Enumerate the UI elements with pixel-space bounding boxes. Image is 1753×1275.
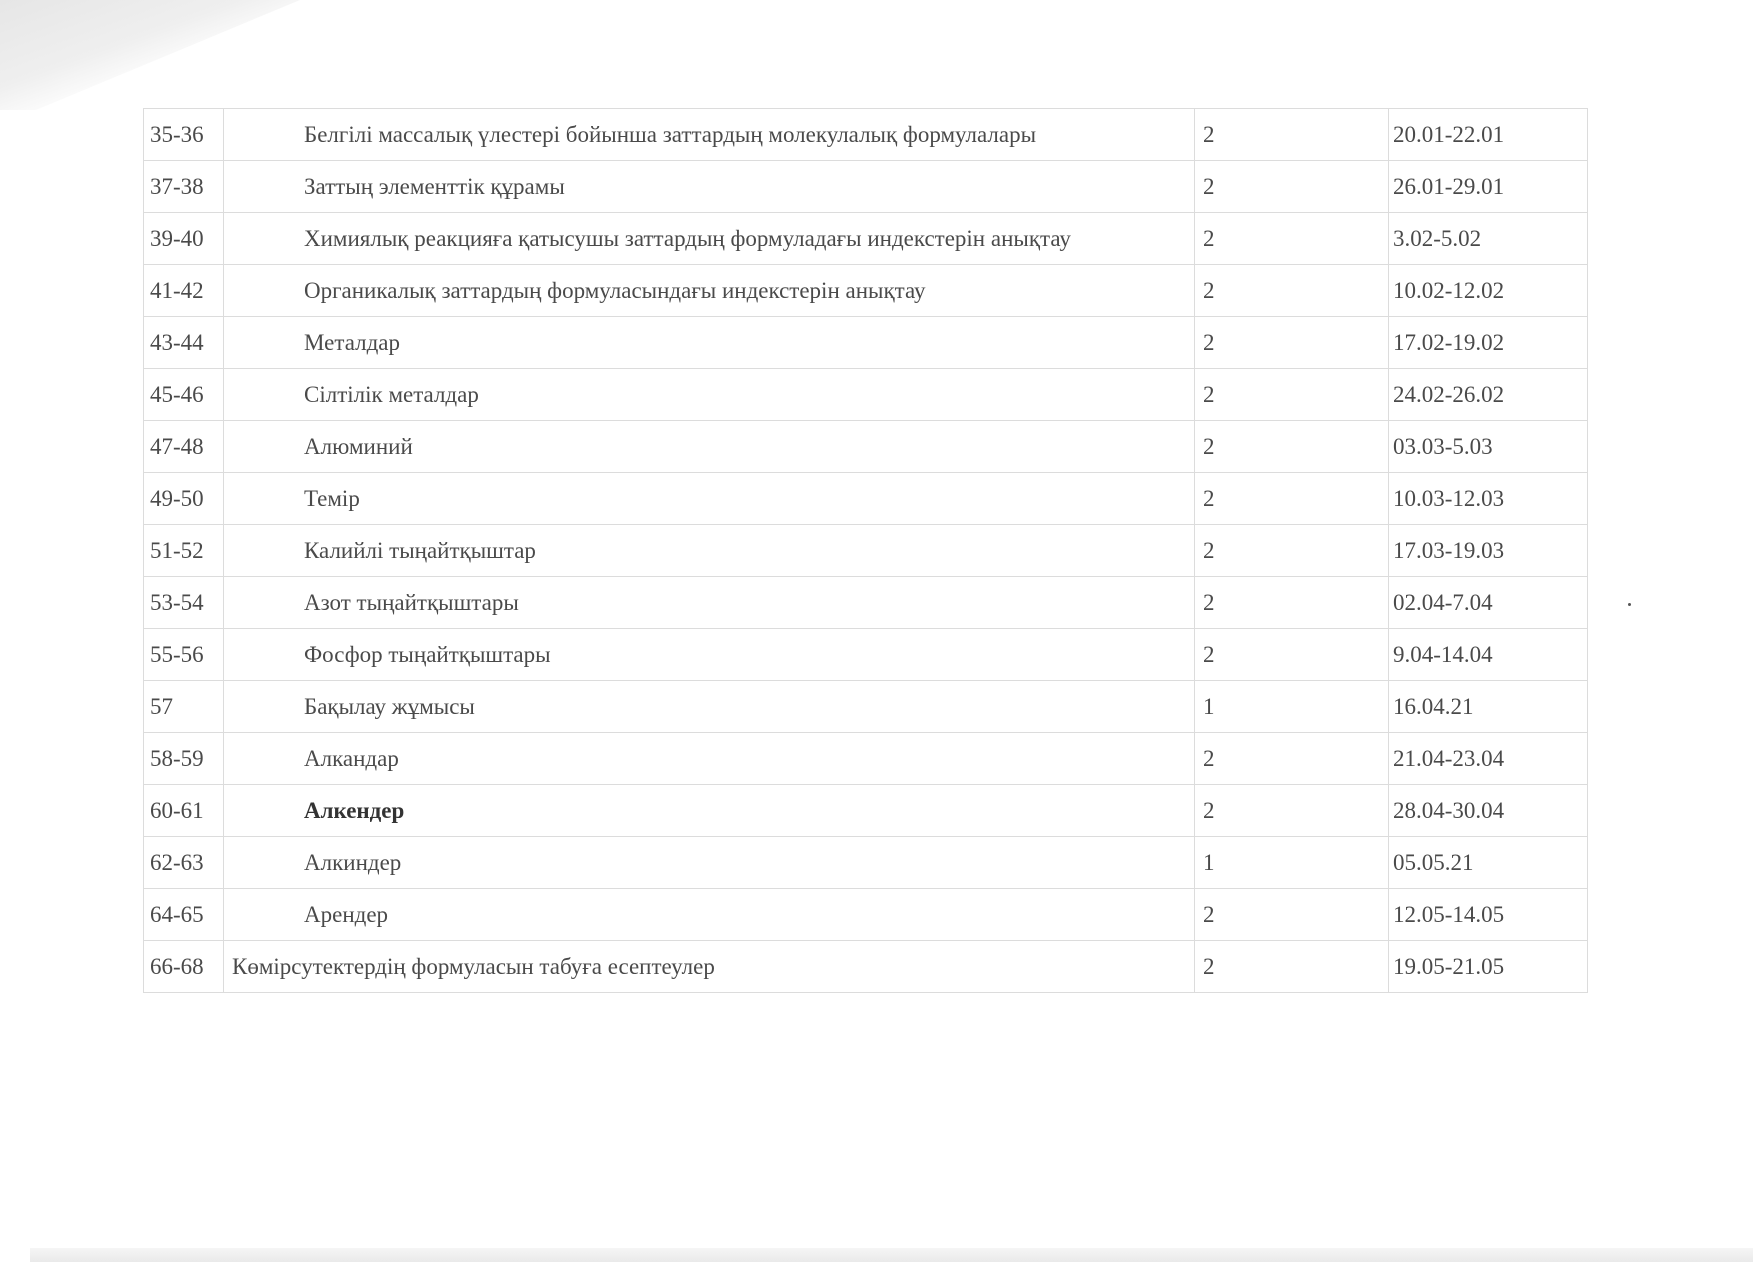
lesson-hours: 2 (1195, 317, 1389, 369)
lesson-number: 66-68 (144, 941, 224, 993)
lesson-topic: Алкиндер (224, 837, 1195, 889)
lesson-number: 49-50 (144, 473, 224, 525)
lesson-dates: 21.04-23.04 (1389, 733, 1588, 785)
lesson-hours: 2 (1195, 265, 1389, 317)
table-row (144, 785, 1588, 837)
lesson-number: 43-44 (144, 317, 224, 369)
lesson-hours: 2 (1195, 577, 1389, 629)
lesson-dates: 9.04-14.04 (1389, 629, 1588, 681)
lesson-hours: 1 (1195, 837, 1389, 889)
lesson-hours: 2 (1195, 161, 1389, 213)
table-row (144, 889, 1588, 941)
lesson-dates: 17.03-19.03 (1389, 525, 1588, 577)
lesson-dates: 05.05.21 (1389, 837, 1588, 889)
lesson-topic: Азот тыңайтқыштары (224, 577, 1195, 629)
lesson-topic: Белгілі массалық үлестері бойынша заттардың молекулалық формулалары (224, 109, 1195, 161)
lesson-topic: Фосфор тыңайтқыштары (224, 629, 1195, 681)
lesson-number: 60-61 (144, 785, 224, 837)
lesson-topic: Алюминий (224, 421, 1195, 473)
lesson-topic: Заттың элементтік құрамы (224, 161, 1195, 213)
lesson-number: 35-36 (144, 109, 224, 161)
table-row (144, 681, 1588, 733)
table-row (144, 473, 1588, 525)
lesson-number: 55-56 (144, 629, 224, 681)
lesson-dates: 3.02-5.02 (1389, 213, 1588, 265)
lesson-dates: 16.04.21 (1389, 681, 1588, 733)
table-row (144, 213, 1588, 265)
lesson-number: 37-38 (144, 161, 224, 213)
scan-bottom-edge (30, 1248, 1753, 1262)
lesson-plan-table (143, 108, 1588, 993)
table-row (144, 941, 1588, 993)
lesson-topic: Алкендер (224, 785, 1195, 837)
table-row (144, 369, 1588, 421)
scan-speck (1628, 603, 1631, 606)
lesson-topic: Көмірсутектердің формуласын табуға есептеулер (224, 941, 1195, 993)
lesson-topic: Алкандар (224, 733, 1195, 785)
lesson-number: 47-48 (144, 421, 224, 473)
table-row (144, 525, 1588, 577)
lesson-dates: 26.01-29.01 (1389, 161, 1588, 213)
lesson-topic: Органикалық заттардың формуласындағы индекстерін анықтау (224, 265, 1195, 317)
lesson-hours: 1 (1195, 681, 1389, 733)
lesson-topic: Металдар (224, 317, 1195, 369)
table-row (144, 421, 1588, 473)
lesson-hours: 2 (1195, 421, 1389, 473)
lesson-number: 64-65 (144, 889, 224, 941)
lesson-number: 62-63 (144, 837, 224, 889)
lesson-number: 53-54 (144, 577, 224, 629)
lesson-dates: 20.01-22.01 (1389, 109, 1588, 161)
table-row (144, 837, 1588, 889)
lesson-hours: 2 (1195, 109, 1389, 161)
lesson-topic: Химиялық реакцияға қатысушы заттардың формуладағы индекстерін анықтау (224, 213, 1195, 265)
scan-shadow-corner (0, 0, 300, 110)
lesson-hours: 2 (1195, 473, 1389, 525)
lesson-topic: Сілтілік металдар (224, 369, 1195, 421)
lesson-hours: 2 (1195, 525, 1389, 577)
table-row (144, 733, 1588, 785)
lesson-hours: 2 (1195, 733, 1389, 785)
lesson-number: 45-46 (144, 369, 224, 421)
lesson-topic: Темір (224, 473, 1195, 525)
lesson-hours: 2 (1195, 785, 1389, 837)
lesson-number: 41-42 (144, 265, 224, 317)
table-row (144, 629, 1588, 681)
lesson-number: 57 (144, 681, 224, 733)
lesson-dates: 10.02-12.02 (1389, 265, 1588, 317)
lesson-dates: 19.05-21.05 (1389, 941, 1588, 993)
lesson-dates: 17.02-19.02 (1389, 317, 1588, 369)
lesson-number: 58-59 (144, 733, 224, 785)
lesson-dates: 28.04-30.04 (1389, 785, 1588, 837)
lesson-hours: 2 (1195, 213, 1389, 265)
table-row (144, 577, 1588, 629)
lesson-topic: Калийлі тыңайтқыштар (224, 525, 1195, 577)
lesson-dates: 24.02-26.02 (1389, 369, 1588, 421)
lesson-topic: Арендер (224, 889, 1195, 941)
table-row (144, 109, 1588, 161)
lesson-number: 51-52 (144, 525, 224, 577)
lesson-dates: 12.05-14.05 (1389, 889, 1588, 941)
lesson-hours: 2 (1195, 629, 1389, 681)
lesson-dates: 02.04-7.04 (1389, 577, 1588, 629)
lesson-topic: Бақылау жұмысы (224, 681, 1195, 733)
lesson-number: 39-40 (144, 213, 224, 265)
table-row (144, 161, 1588, 213)
table-row (144, 317, 1588, 369)
lesson-hours: 2 (1195, 889, 1389, 941)
lesson-dates: 10.03-12.03 (1389, 473, 1588, 525)
lesson-hours: 2 (1195, 369, 1389, 421)
lesson-hours: 2 (1195, 941, 1389, 993)
table-row (144, 265, 1588, 317)
lesson-dates: 03.03-5.03 (1389, 421, 1588, 473)
